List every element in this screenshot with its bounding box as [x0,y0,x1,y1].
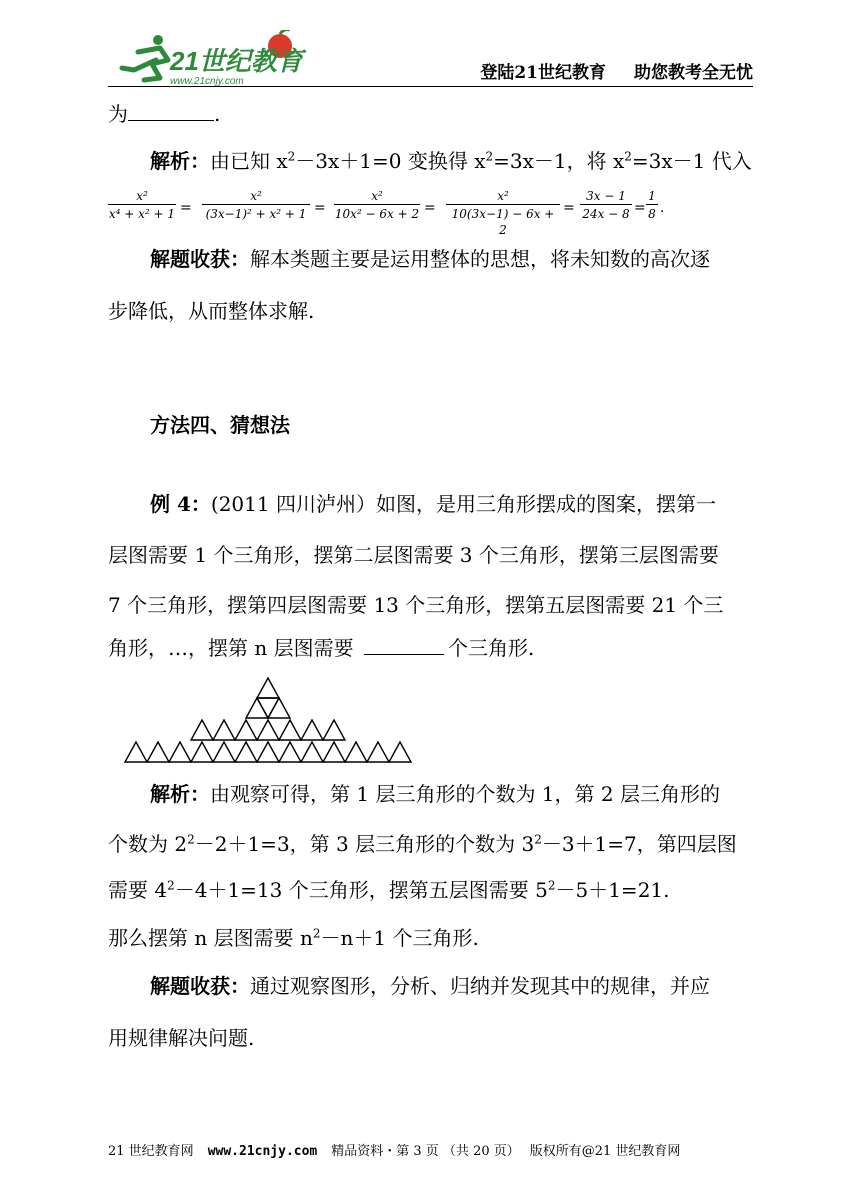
footer-copyright: 版权所有@21 世纪教育网 [529,1144,681,1159]
triangle-layer-4 [169,742,191,762]
fraction-2: $\frac{\text{x²}}{\text{(3x−1)² + x² + 1}}$ [202,188,310,222]
footer-page-info: 精品资料・第 3 页 （共 20 页） [331,1144,520,1159]
logo-url: www.21cnjy.com [170,76,244,87]
triangle-layer-4 [279,742,301,762]
tagline-right: 助您教考全无忧 [634,63,753,83]
triangle-layer-3 [279,720,301,740]
harvest-1-line-1: 解题收获：解本类题主要是运用整体的思想，将未知数的高次逐 [150,247,710,271]
fraction-3: $\frac{\text{x²}}{\text{10x² − 6x + 2}}$ [334,189,420,221]
fraction-6: $\frac{1}{8}$ [646,188,658,222]
triangle-layer-2 [257,698,279,718]
triangle-layer-1 [257,678,279,698]
fraction-1: $\frac{\text{x²}}{\text{x⁴ + x² + 1}}$ [108,189,176,221]
page-header [108,18,753,88]
triangle-layer-4 [323,742,345,762]
triangle-layer-2 [268,698,290,718]
equation-chain: $\frac{\text{x²}}{\text{x⁴ + x² + 1}}$ = $\frac{\text{x²}}{\text{(3x−1)² + x² + 1}}$ = $\frac{\text{x²}}{\text{10x² − 6x + 2}}$ = $\frac{\text{x²}}{10(3x-1) - 6x + 2}$ = $\frac{3x - 1}{24x - 8}$ = $\frac{1}{8}$ . [108,189,665,237]
header-divider [108,86,753,87]
example-4-line-2: 层图需要 1 个三角形，摆第二层图需要 3 个三角形，摆第三层图需要 [108,543,719,567]
example-4-line-4: 角形，…，摆第 n 层图需要 个三角形. [108,636,535,660]
triangle-layer-4 [191,742,213,762]
triangle-layer-4 [367,742,389,762]
harvest-2-line-2: 用规律解决问题. [108,1026,255,1050]
analysis-2-line-2: 个数为 $2^2-2+1=3$，第 3 层三角形的个数为 $3^2-3+1=7$，第四层图 [108,832,737,856]
tagline-left: 登陆21世纪教育 [480,63,606,83]
harvest-1-line-2: 步降低，从而整体求解. [108,299,315,323]
analysis-2-line-1: 解析：由观察可得，第 1 层三角形的个数为 1，第 2 层三角形的 [150,782,720,806]
page-footer [108,1140,680,1159]
analysis-2-line-3: 需要 $4^2-4+1=13$ 个三角形，摆第五层图需要 $5^2-5+1=21$. [108,878,670,902]
triangle-layer-2 [246,698,268,718]
triangle-layer-4 [345,742,367,762]
answer-line: 为 . [108,102,221,126]
triangle-layer-3 [191,720,213,740]
harvest-2-line-1: 解题收获：通过观察图形，分析、归纳并发现其中的规律，并应 [150,974,710,998]
triangle-layer-3 [213,720,235,740]
example-4-line-3: 7 个三角形，摆第四层图需要 13 个三角形，摆第五层图需要 21 个三 [108,593,724,617]
footer-site: 21 世纪教育网 [108,1144,194,1159]
triangle-layer-4 [147,742,169,762]
fraction-5: $\frac{3x - 1}{24x - 8}$ [580,188,632,222]
runner-icon [122,35,168,80]
triangle-layer-4 [235,742,257,762]
logo-text: 21世纪教育 [170,46,303,76]
fraction-4: $\frac{\text{x²}}{10(3x-1) - 6x + 2}$ [446,188,560,238]
triangle-layer-4 [125,742,147,762]
triangle-layer-3 [235,720,257,740]
answer-blank [128,102,214,121]
triangle-layer-4 [257,742,279,762]
analysis-1: 解析：由已知 $x^2-3x+1=0$ 变换得 $x^2=3x-1$，将 $x^2=3x-1$ 代入 [150,149,752,173]
triangle-layer-4 [301,742,323,762]
triangle-layer-4 [213,742,235,762]
triangle-pattern-figure [108,674,438,766]
analysis-2-line-4: 那么摆第 n 层图需要 $n^2-n+1$ 个三角形. [108,926,479,950]
example-4-line-1: 例 4：(2011 四川泸州）如图，是用三角形摆成的图案，摆第一 [150,492,716,516]
site-logo[interactable] [108,30,308,90]
footer-url-link[interactable]: www.21cnjy.com [207,1144,318,1159]
triangle-layer-3 [257,720,279,740]
triangle-layer-3 [301,720,323,740]
answer-blank-2 [364,636,444,655]
triangle-layer-4 [389,742,411,762]
method-title: 方法四、猜想法 [150,413,290,437]
triangle-layer-3 [323,720,345,740]
header-tagline [480,58,753,83]
